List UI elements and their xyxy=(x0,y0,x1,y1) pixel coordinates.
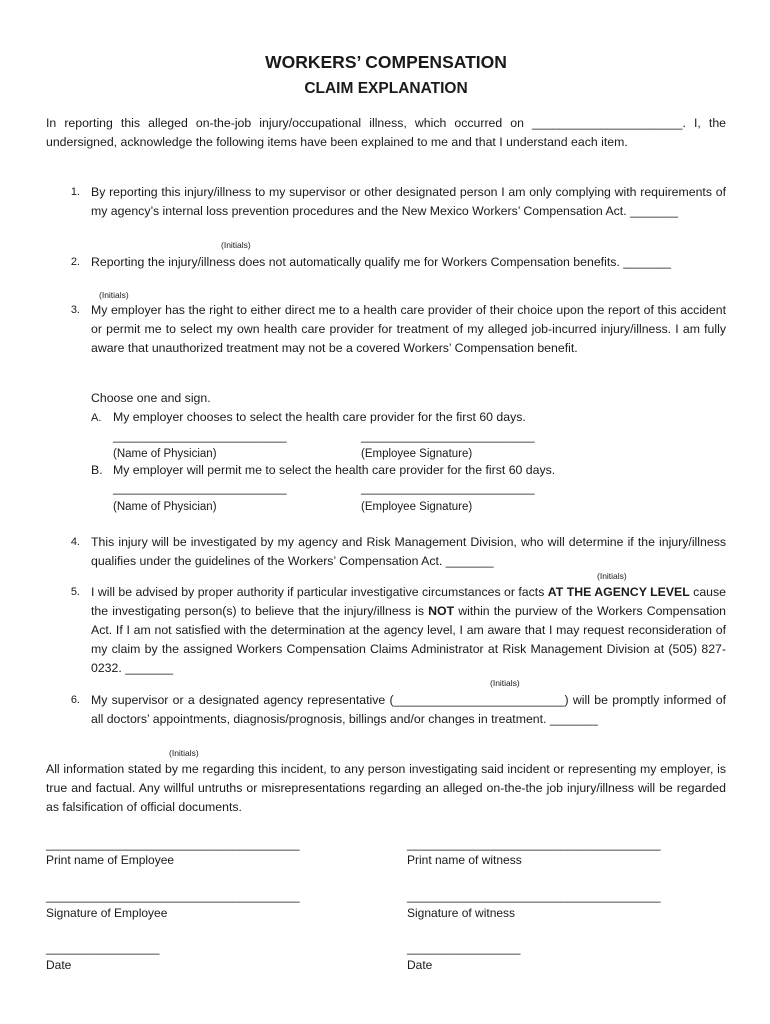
initials-label: (Initials) xyxy=(99,290,129,300)
option-b-label: B. xyxy=(91,463,103,477)
physician-line-a[interactable]: __________________________ xyxy=(113,429,287,443)
witness-date-label: Date xyxy=(407,958,433,972)
employee-signature-line-b[interactable]: __________________________ xyxy=(361,481,535,495)
item-text: My employer has the right to either direct me to a health care provider of their choice upon the report of this accident or permit me to select my own health care provider for treatment of my alleged job-incurred injury/illness. I am fully aware that unauthorized treatment may not be a covered Workers’ Compensation benefit. xyxy=(91,303,726,355)
employee-date-label: Date xyxy=(46,958,72,972)
witness-signature-label: Signature of witness xyxy=(407,906,516,920)
initials-label: (Initials) xyxy=(490,678,520,688)
item-text: Reporting the injury/illness does not automatically qualify me for Workers Compensation benefits. _______ xyxy=(91,255,672,269)
item-text-part: I will be advised by proper authority if particular investigative circumstances or facts xyxy=(91,585,548,599)
item-number: 1. xyxy=(70,186,80,198)
item-text: By reporting this injury/illness to my supervisor or other designated person I am only complying with requirements of my agency’s internal loss prevention procedures and the New Mexico Workers’ Compensation Act. _______ xyxy=(91,185,726,218)
closing-statement: All information stated by me regarding this incident, to any person investigating said incident or representing my employer, is true and factual. Any willful untruths or misrepresentations regarding an alleged on-the-the job injury/illness will be regarded as falsification of official documents. xyxy=(46,762,726,814)
initials-label: (Initials) xyxy=(597,571,627,581)
physician-line-b[interactable]: __________________________ xyxy=(113,481,287,495)
item-number: 5. xyxy=(70,586,80,598)
print-witness-line[interactable]: ______________________________________ xyxy=(407,837,661,851)
option-a-text: My employer chooses to select the health care provider for the first 60 days. xyxy=(113,410,526,424)
witness-date-line[interactable]: _________________ xyxy=(407,941,521,955)
physician-caption-b: (Name of Physician) xyxy=(113,501,217,513)
item-text-part: within the purview of the Workers Compensation Act. If I am not satisfied with the determination at the agency level, I am aware that I may request reconsideration of my claim by the assigned Workers Compensation Claims Administrator at Risk Management Division at (505) 827-0232. _______ xyxy=(91,604,727,675)
employee-signature-label: Signature of Employee xyxy=(46,906,168,920)
employee-signature-line[interactable]: ______________________________________ xyxy=(46,889,300,903)
item-text: This injury will be investigated by my agency and Risk Management Division, who will determine if the injury/illness qualifies under the guidelines of the Workers’ Compensation Act. _______ xyxy=(91,535,726,568)
witness-signature-line[interactable]: ______________________________________ xyxy=(407,889,661,903)
item-text: My supervisor or a designated agency representative (_________________________) will be promptly informed of all doctors’ appointments, diagnosis/prognosis, billings and/or changes in treatment. _______ xyxy=(91,693,726,726)
employee-sig-caption-b: (Employee Signature) xyxy=(361,501,473,513)
item-number: 3. xyxy=(70,304,80,316)
physician-caption-a: (Name of Physician) xyxy=(113,448,217,460)
employee-signature-line-a[interactable]: __________________________ xyxy=(361,429,535,443)
print-witness-label: Print name of witness xyxy=(407,853,522,867)
option-a-label: A. xyxy=(91,412,102,424)
employee-sig-caption-a: (Employee Signature) xyxy=(361,448,473,460)
initials-label: (Initials) xyxy=(221,240,251,250)
print-employee-line[interactable]: ______________________________________ xyxy=(46,837,300,851)
option-b-text: My employer will permit me to select the health care provider for the first 60 days. xyxy=(113,463,556,477)
item-number: 2. xyxy=(70,256,80,268)
intro-paragraph: In reporting this alleged on-the-job injury/occupational illness, which occurred on ______________________. I, the undersigned, acknowledge the following items have been explained to me and that I understand each item. xyxy=(46,116,726,149)
item-text-part: cause the investigating person(s) to believe that the injury/illness is xyxy=(91,585,726,618)
item-number: 6. xyxy=(70,694,80,706)
print-employee-label: Print name of Employee xyxy=(46,853,175,867)
item-number: 4. xyxy=(70,536,80,548)
initials-label: (Initials) xyxy=(169,748,199,758)
form-subtitle: CLAIM EXPLANATION xyxy=(304,80,468,97)
choose-heading: Choose one and sign. xyxy=(91,391,211,405)
employee-date-line[interactable]: _________________ xyxy=(46,941,160,955)
emphasis-not: NOT xyxy=(428,604,455,618)
emphasis-agency-level: AT THE AGENCY LEVEL xyxy=(547,585,690,599)
item-text xyxy=(91,583,726,678)
form-title: WORKERS’ COMPENSATION xyxy=(265,52,507,72)
